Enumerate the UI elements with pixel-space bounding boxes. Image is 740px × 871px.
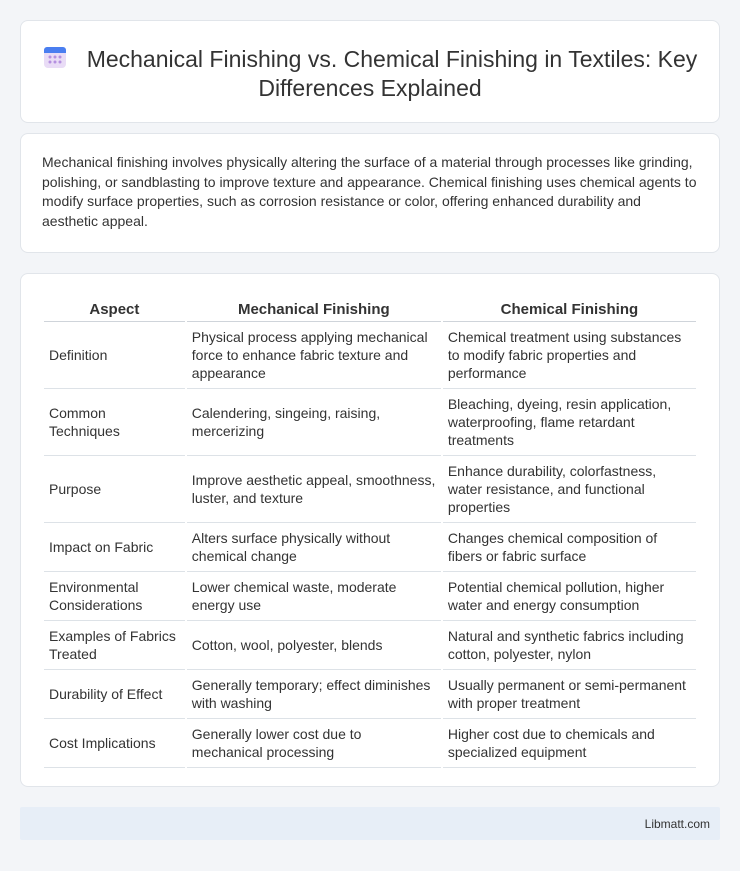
aspect-cell: Environmental Considerations <box>44 572 185 621</box>
table-row <box>44 322 696 389</box>
calendar-icon <box>43 45 67 69</box>
aspect-cell: Examples of Fabrics Treated <box>44 621 185 670</box>
comparison-table <box>42 297 698 768</box>
comparison-card <box>20 273 720 787</box>
aspect-cell: Definition <box>44 322 185 389</box>
aspect-cell: Impact on Fabric <box>44 523 185 572</box>
header-aspect: Aspect <box>44 297 185 322</box>
title-block <box>21 45 719 103</box>
table-row <box>44 456 696 523</box>
header-chemical: Chemical Finishing <box>443 297 696 322</box>
mechanical-cell: Generally temporary; effect diminishes with washing <box>187 670 441 719</box>
mechanical-cell: Lower chemical waste, moderate energy use <box>187 572 441 621</box>
chemical-cell: Enhance durability, colorfastness, water resistance, and functional properties <box>443 456 696 523</box>
mechanical-cell: Alters surface physically without chemical change <box>187 523 441 572</box>
aspect-cell: Cost Implications <box>44 719 185 768</box>
chemical-cell: Changes chemical composition of fibers or fabric surface <box>443 523 696 572</box>
mechanical-cell: Generally lower cost due to mechanical processing <box>187 719 441 768</box>
table-row <box>44 523 696 572</box>
table-row <box>44 389 696 456</box>
mechanical-cell: Calendering, singeing, raising, mercerizing <box>187 389 441 456</box>
chemical-cell: Usually permanent or semi-permanent with proper treatment <box>443 670 696 719</box>
chemical-cell: Chemical treatment using substances to modify fabric properties and performance <box>443 322 696 389</box>
chemical-cell: Natural and synthetic fabrics including cotton, polyester, nylon <box>443 621 696 670</box>
aspect-cell: Purpose <box>44 456 185 523</box>
chemical-cell: Higher cost due to chemicals and specialized equipment <box>443 719 696 768</box>
table-header-row <box>44 297 696 322</box>
footer-bar <box>20 807 720 840</box>
intro-paragraph: Mechanical finishing involves physically altering the surface of a material through processes like grinding, polishing, or sandblasting to improve texture and appearance. Chemical finishing uses chemical agents to modify surface properties, such as corrosion resistance or color, offering enhanced durability and aesthetic appeal. <box>42 154 697 229</box>
header-mechanical: Mechanical Finishing <box>187 297 441 322</box>
mechanical-cell: Cotton, wool, polyester, blends <box>187 621 441 670</box>
table-row <box>44 572 696 621</box>
table-row <box>44 621 696 670</box>
aspect-cell: Durability of Effect <box>44 670 185 719</box>
page-title <box>21 45 719 103</box>
table-row <box>44 670 696 719</box>
chemical-cell: Bleaching, dyeing, resin application, waterproofing, flame retardant treatments <box>443 389 696 456</box>
page-title-text: Mechanical Finishing vs. Chemical Finishing in Textiles: Key Differences Explained <box>86 46 698 101</box>
mechanical-cell: Physical process applying mechanical force to enhance fabric texture and appearance <box>187 322 441 389</box>
aspect-cell: Common Techniques <box>44 389 185 456</box>
footer-brand[interactable]: Libmatt.com <box>644 817 710 831</box>
header-card <box>20 20 720 123</box>
mechanical-cell: Improve aesthetic appeal, smoothness, luster, and texture <box>187 456 441 523</box>
chemical-cell: Potential chemical pollution, higher water and energy consumption <box>443 572 696 621</box>
intro-card <box>20 133 720 253</box>
table-row <box>44 719 696 768</box>
